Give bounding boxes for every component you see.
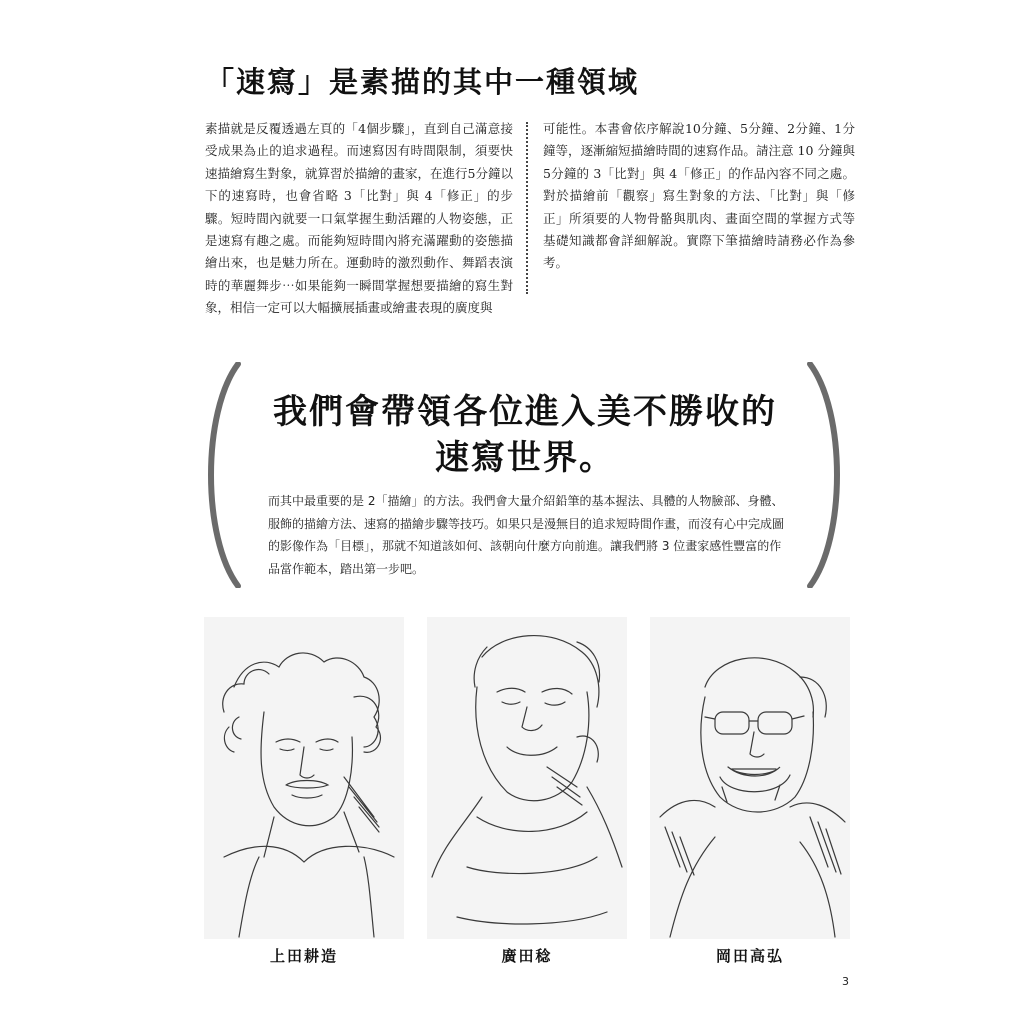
artist-name-2: 廣田稔: [501, 947, 553, 965]
page-number: 3: [842, 975, 849, 988]
artist-name-1: 上田耕造: [269, 947, 338, 965]
portrait-sketch-1: [204, 617, 404, 939]
pencil-sketch-portrait-icon: [204, 617, 404, 939]
artist-name-3: 岡田高弘: [715, 947, 784, 965]
portrait-sketch-3: [650, 617, 850, 939]
column-divider: [526, 122, 528, 294]
headline-line-1: 我們會帶領各位進入美不勝收的: [273, 392, 777, 432]
portrait-sketch-2: [427, 617, 627, 939]
body-column-right: 可能性。本書會依序解說10分鐘、5分鐘、2分鐘、1分鐘等，逐漸縮短描繪時間的速寫作品。請注意 10 分鐘與5分鐘的 3「比對」與 4「修正」的作品內容不同之處。對於描繪前「觀察」寫生對象的方法、「比對」與「修正」所須要的人物骨骼與肌肉、畫面空間的掌握方式等基礎知識都會詳細解說。實際下筆描繪時請務必作為參考。: [543, 121, 855, 271]
pencil-sketch-portrait-icon: [650, 617, 850, 939]
pencil-sketch-portrait-icon: [427, 617, 627, 939]
intro-paragraph: 而其中最重要的是 2「描繪」的方法。我們會大量介紹鉛筆的基本握法、具體的人物臉部、身體、服飾的描繪方法、速寫的描繪步驟等技巧。如果只是漫無目的追求短時間作畫，而沒有心中完成圖的影像作為「目標」，那就不知道該如何、該朝向什麼方向前進。讓我們將 3 位畫家感性豐富的作品當作範本，踏出第一步吧。: [268, 494, 785, 576]
page-title: 「速寫」是素描的其中一種領域: [205, 65, 640, 99]
body-column-left: 素描就是反覆透過左頁的「4個步驟」，直到自己滿意接受成果為止的追求過程。而速寫因有時間限制，須要快速描繪寫生對象，就算習於描繪的畫家，在進行5分鐘以下的速寫時，也會省略 3「比對」與 4「修正」的步驟。短時間內就要一口氣掌握生動活躍的人物姿態，正是速寫有趣之處。而能夠短時間內將充滿躍動的姿態描繪出來，也是魅力所在。運動時的激烈動作、舞蹈表演時的華麗舞步⋯如果能夠一瞬間掌握想要描繪的寫生對象，相信一定可以大幅擴展插畫或繪畫表現的廣度與: [205, 121, 513, 316]
headline-line-2: 速寫世界。: [435, 438, 615, 478]
